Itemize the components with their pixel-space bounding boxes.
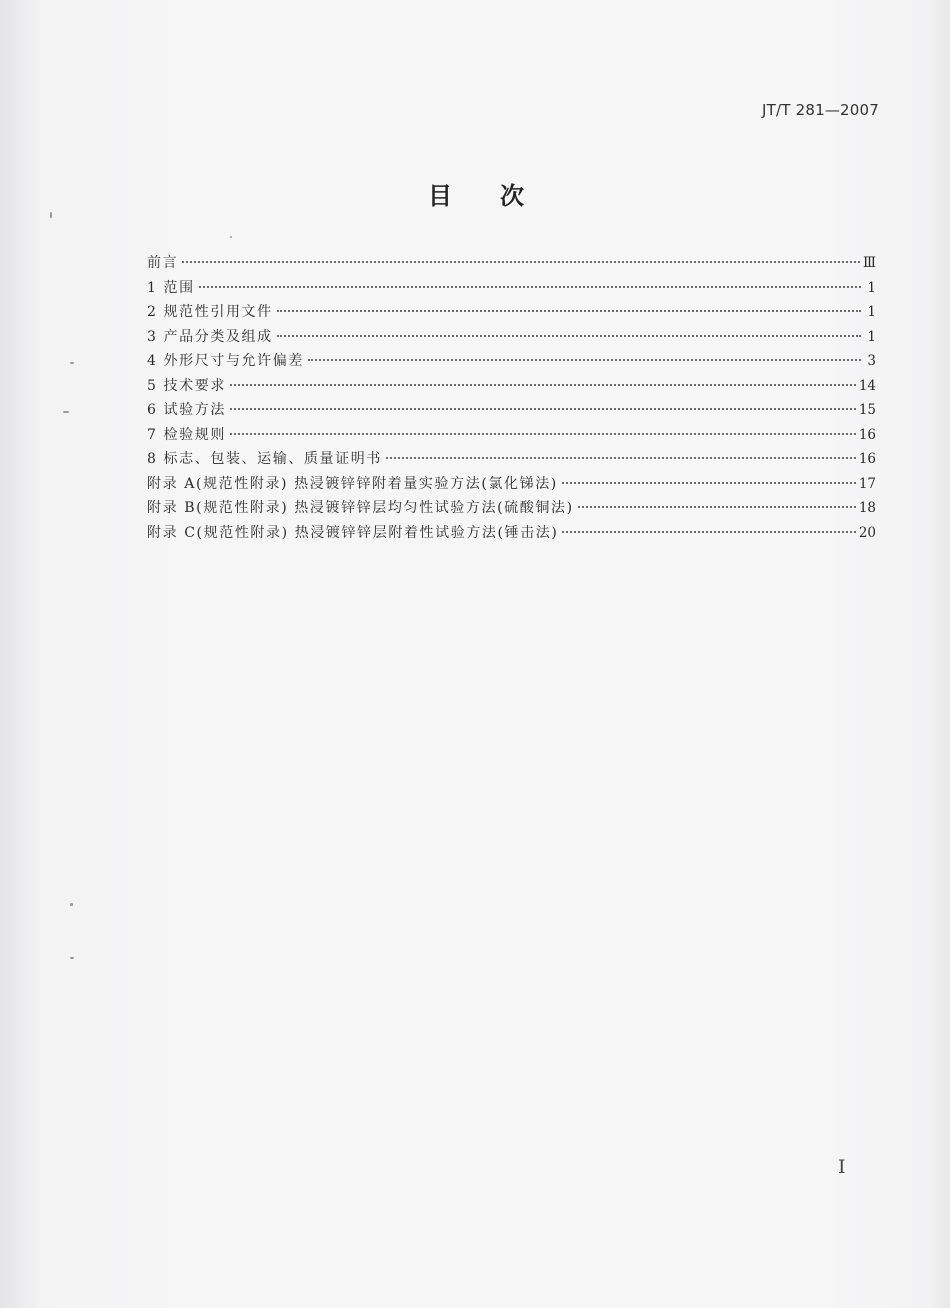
scan-speck (70, 957, 74, 959)
toc-entry-5[interactable] (147, 374, 876, 399)
toc-page-number: 20 (858, 524, 876, 541)
toc-page-number: 14 (858, 377, 876, 394)
toc-page-number: 17 (858, 475, 876, 492)
toc-label: 2 规范性引用文件 (147, 304, 273, 320)
toc-label: 3 产品分类及组成 (147, 328, 273, 345)
toc-label: 1 范围 (147, 279, 195, 296)
scan-speck (230, 236, 232, 238)
scan-speck (70, 903, 73, 906)
toc-entry-2[interactable] (147, 300, 876, 325)
toc-leader (562, 531, 855, 533)
toc-entry-foreword[interactable] (147, 251, 876, 276)
toc-page-number: 16 (858, 451, 876, 467)
toc-leader (199, 286, 861, 288)
toc-leader (308, 359, 861, 361)
toc-page-number: Ⅲ (862, 255, 876, 271)
toc-label: 7 检验规则 (147, 426, 226, 443)
toc-label: 6 试验方法 (147, 402, 226, 418)
toc-page-number: 1 (867, 304, 876, 320)
table-of-contents (147, 251, 876, 545)
toc-label: 5 技术要求 (147, 377, 226, 394)
toc-leader (230, 408, 856, 410)
toc-page-number: 1 (867, 328, 876, 345)
scan-speck (63, 411, 69, 413)
toc-entry-3[interactable] (147, 325, 876, 350)
toc-page-number: 15 (858, 402, 876, 418)
toc-page-number: 16 (858, 426, 876, 443)
toc-leader (562, 482, 856, 484)
toc-label: 附录 B(规范性附录) 热浸镀锌锌层均匀性试验方法(硫酸铜法) (147, 500, 574, 516)
toc-label: 4 外形尺寸与允许偏差 (147, 353, 304, 369)
toc-entry-6[interactable] (147, 398, 876, 423)
page-title: 目次 (428, 182, 572, 210)
toc-entry-annex-a[interactable] (147, 472, 876, 497)
toc-leader (230, 384, 856, 386)
toc-leader (386, 457, 856, 459)
toc-label: 附录 A(规范性附录) 热浸镀锌锌附着量实验方法(氯化锑法) (147, 475, 558, 492)
standard-code: JT/T 281—2007 (762, 101, 879, 119)
toc-entry-annex-c[interactable] (147, 521, 876, 546)
toc-leader (277, 310, 861, 312)
toc-leader (230, 433, 856, 435)
toc-entry-8[interactable] (147, 447, 876, 472)
scan-speck (70, 362, 74, 364)
scan-speck (50, 212, 52, 218)
toc-entry-4[interactable] (147, 349, 876, 374)
toc-leader (182, 261, 860, 263)
toc-leader (277, 335, 861, 337)
page-number: I (838, 1156, 846, 1178)
toc-page-number: 3 (867, 353, 876, 369)
toc-label: 附录 C(规范性附录) 热浸镀锌锌层附着性试验方法(锤击法) (147, 524, 559, 541)
toc-page-number: 18 (858, 500, 876, 516)
toc-leader (578, 506, 856, 508)
toc-page-number: 1 (867, 279, 876, 296)
toc-entry-7[interactable] (147, 423, 876, 448)
toc-entry-annex-b[interactable] (147, 496, 876, 521)
toc-entry-1[interactable] (147, 276, 876, 301)
toc-label: 8 标志、包装、运输、质量证明书 (147, 451, 382, 467)
toc-label: 前言 (147, 255, 179, 271)
